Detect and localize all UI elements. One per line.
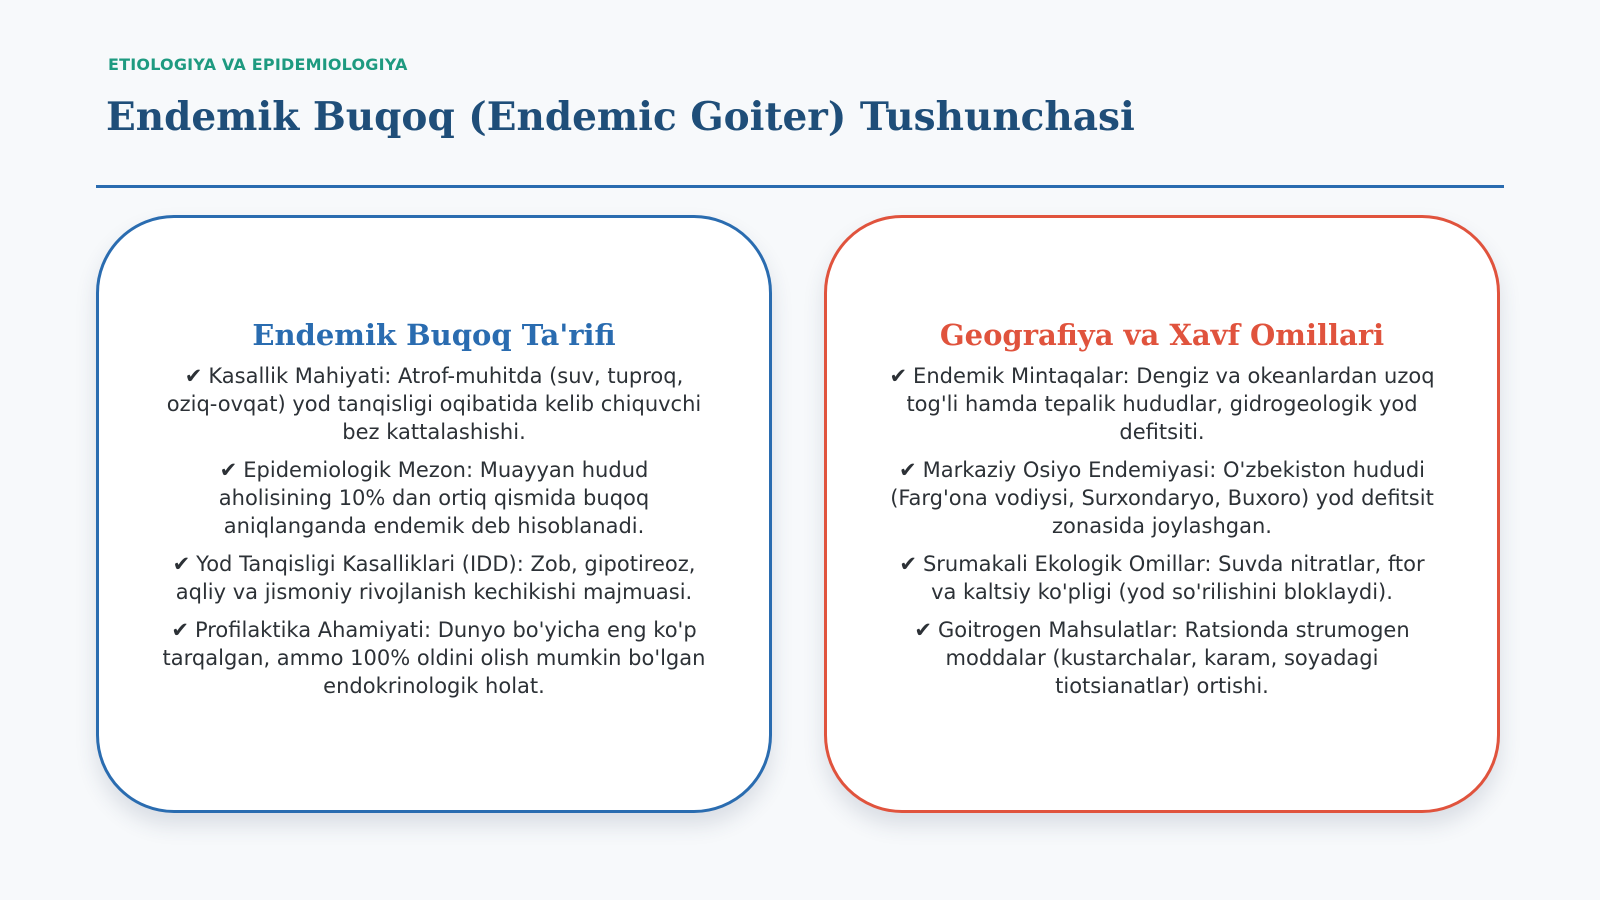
list-item-text: Epidemiologik Mezon: Muayyan hudud aholisining 10% dan ortiq qismida buqoq aniqlanganda endemik deb hisoblanadi. [218,458,650,538]
title-divider [96,185,1504,188]
section-eyebrow: ETIOLOGIYA VA EPIDEMIOLOGIYA [108,55,408,74]
checkmark-icon: ✔ [914,618,932,642]
checkmark-icon: ✔ [171,618,189,642]
list-item-text: Profilaktika Ahamiyati: Dunyo bo'yicha eng ko'p tarqalgan, ammo 100% oldini olish mumkin bo'lgan endokrinologik holat. [162,618,706,698]
checkmark-icon: ✔ [898,458,917,482]
definition-list [161,362,707,700]
list-item-text: Yod Tanqisligi Kasalliklari (IDD): Zob, gipotireoz, aqliy va jismoniy rivojlanish kechikishi majmuasi. [175,552,696,604]
risk-factors-list [889,362,1435,700]
list-item [889,616,1435,700]
page-title: Endemik Buqoq (Endemic Goiter) Tushunchasi [106,94,1135,140]
list-item-text: Kasallik Mahiyati: Atrof-muhitda (suv, tuproq, oziq-ovqat) yod tanqisligi oqibatida kelib chiquvchi bez kattalashishi. [166,364,702,444]
risk-factors-card-title: Geografiya va Xavf Omillari [939,318,1385,352]
list-item [889,550,1435,606]
list-item [161,362,707,446]
definition-card-title: Endemik Buqoq Ta'rifi [252,318,616,352]
checkmark-icon: ✔ [889,364,908,388]
checkmark-icon: ✔ [899,552,917,576]
list-item [161,550,707,606]
list-item-text: Endemik Mintaqalar: Dengiz va okeanlardan uzoq tog'li hamda tepalik hududlar, gidrogeologik yod defitsiti. [906,364,1435,444]
list-item [889,362,1435,446]
risk-factors-card [824,215,1500,813]
checkmark-icon: ✔ [219,458,238,482]
checkmark-icon: ✔ [172,552,191,576]
list-item-text: Goitrogen Mahsulatlar: Ratsionda strumogen moddalar (kustarchalar, karam, soyadagi tiotsianatlar) ortishi. [937,618,1410,698]
list-item-text: Srumakali Ekologik Omillar: Suvda nitratlar, ftor va kaltsiy ko'pligi (yod so'rilishini bloklaydi). [922,552,1425,604]
definition-card [96,215,772,813]
list-item [889,456,1435,540]
checkmark-icon: ✔ [184,364,203,388]
list-item-text: Markaziy Osiyo Endemiyasi: O'zbekiston hududi (Farg'ona vodiysi, Surxondaryo, Buxoro) yod defitsit zonasida joylashgan. [890,458,1434,538]
list-item [161,456,707,540]
list-item [161,616,707,700]
